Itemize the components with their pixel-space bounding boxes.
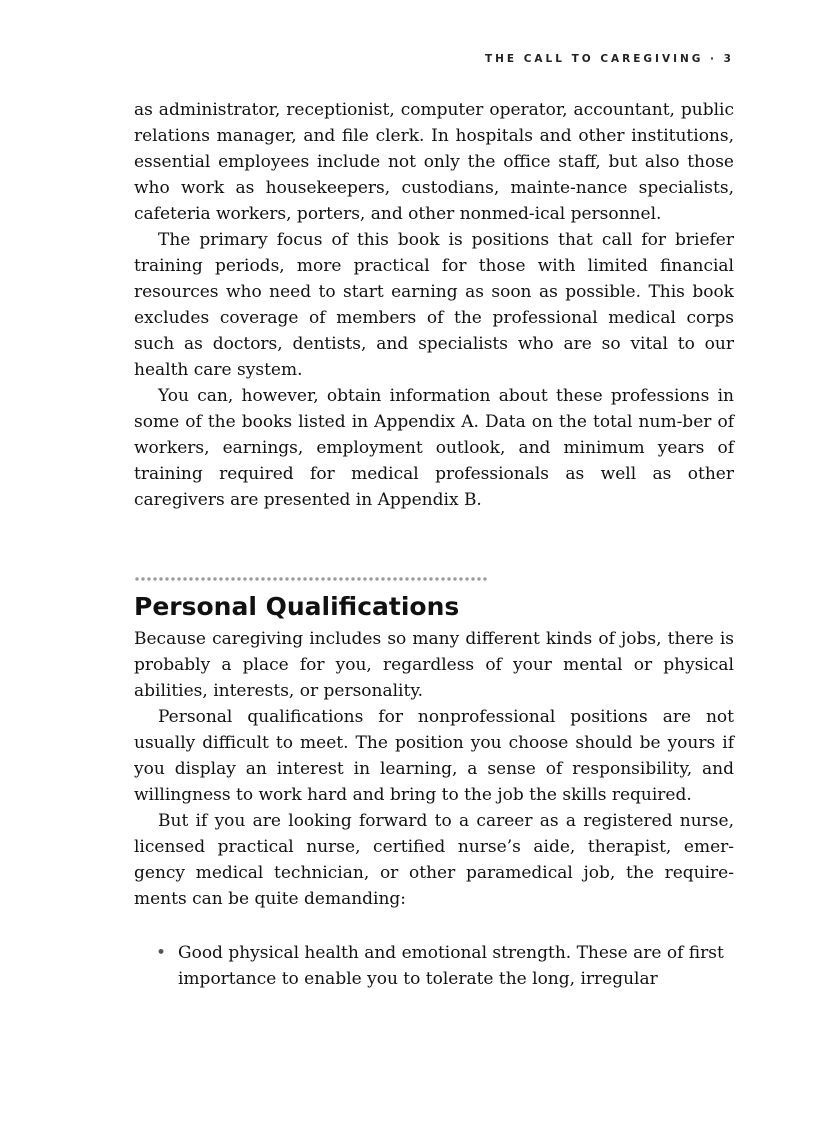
intro-paragraph: The primary focus of this book is positions that call for briefer training periods, more practical for those with limited financial resources who need to start earning as soon as possible. This book excludes coverage of members of the professional medical corps such as doctors, dentists, and specialists who are so vital to our health care system. [134, 230, 734, 380]
qualification-list [154, 940, 734, 992]
section-divider [134, 576, 488, 582]
intro-paragraph: as administrator, receptionist, computer operator, accountant, public relations manager, and file clerk. In hospitals and other institutions, essential employees include not only the office staff, but also those who work as housekeepers, custodians, mainte-nance specialists, cafeteria workers, porters, and other nonmed-ical personnel. [134, 100, 734, 224]
section-text [134, 626, 734, 912]
intro-text [134, 97, 734, 513]
running-head: THE CALL TO CAREGIVING · 3 [484, 53, 734, 65]
bullet-icon: • [156, 943, 167, 963]
intro-paragraph: You can, however, obtain information about these professions in some of the books listed in Appendix A. Data on the total num-ber of workers, earnings, employment outlook, and minimum years of training required for medical professionals as well as other caregivers are presented in Appendix B. [134, 386, 734, 510]
section-paragraph: Personal qualifications for nonprofessional positions are not usually difficult to meet. The position you choose should be yours if you display an interest in learning, a sense of responsibility, and willingness to work hard and bring to the job the skills required. [134, 707, 734, 805]
section-paragraph: Because caregiving includes so many different kinds of jobs, there is probably a place for you, regardless of your mental or physical abilities, interests, or personality. [134, 629, 734, 701]
list-item [154, 940, 734, 992]
list-item-text: Good physical health and emotional strength. These are of first importance to enable you to tolerate the long, irregular [178, 943, 724, 989]
section-title: Personal Qualifications [134, 592, 460, 621]
section-paragraph: But if you are looking forward to a career as a registered nurse, licensed practical nurse, certified nurse’s aide, therapist, emer-gency medical technician, or other paramedical job, the require-ments can be quite demanding: [134, 811, 734, 909]
